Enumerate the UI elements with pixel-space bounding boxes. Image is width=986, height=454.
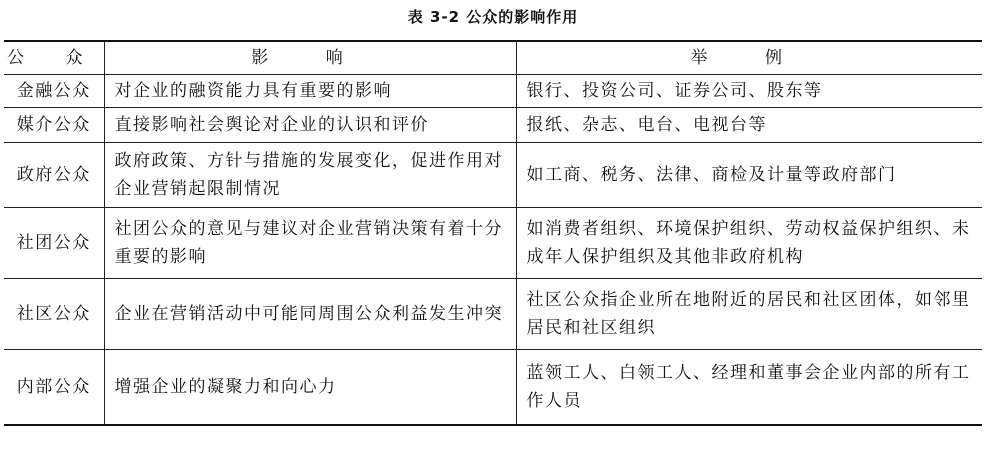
cell-example: 报纸、杂志、电台、电视台等 [516,108,982,143]
cell-influence: 对企业的融资能力具有重要的影响 [104,75,516,108]
cell-influence: 社团公众的意见与建议对企业营销决策有着十分重要的影响 [104,208,516,279]
table-row [4,208,982,279]
cell-public: 内部公众 [4,350,104,426]
cell-influence: 直接影响社会舆论对企业的认识和评价 [104,108,516,143]
cell-public: 社团公众 [4,208,104,279]
table-row [4,75,982,108]
header-influence: 影 响 [104,41,516,75]
table-caption: 表 3-2 公众的影响作用 [407,8,579,26]
cell-public: 政府公众 [4,143,104,208]
table-header-row [4,41,982,75]
cell-example: 银行、投资公司、证券公司、股东等 [516,75,982,108]
header-example: 举 例 [516,41,982,75]
cell-example: 蓝领工人、白领工人、经理和董事会企业内部的所有工作人员 [516,350,982,426]
table-row [4,143,982,208]
cell-influence: 增强企业的凝聚力和向心力 [104,350,516,426]
cell-influence: 企业在营销活动中可能同周围公众利益发生冲突 [104,279,516,350]
table-row [4,279,982,350]
cell-influence: 政府政策、方针与措施的发展变化，促进作用对企业营销起限制情况 [104,143,516,208]
header-public: 公 众 [4,41,104,75]
cell-public: 金融公众 [4,75,104,108]
cell-example: 如工商、税务、法律、商检及计量等政府部门 [516,143,982,208]
cell-public: 社区公众 [4,279,104,350]
table-row [4,108,982,143]
table-row [4,350,982,426]
cell-public: 媒介公众 [4,108,104,143]
cell-example: 社区公众指企业所在地附近的居民和社区团体，如邻里居民和社区组织 [516,279,982,350]
public-influence-table [4,40,982,426]
cell-example: 如消费者组织、环境保护组织、劳动权益保护组织、未成年人保护组织及其他非政府机构 [516,208,982,279]
